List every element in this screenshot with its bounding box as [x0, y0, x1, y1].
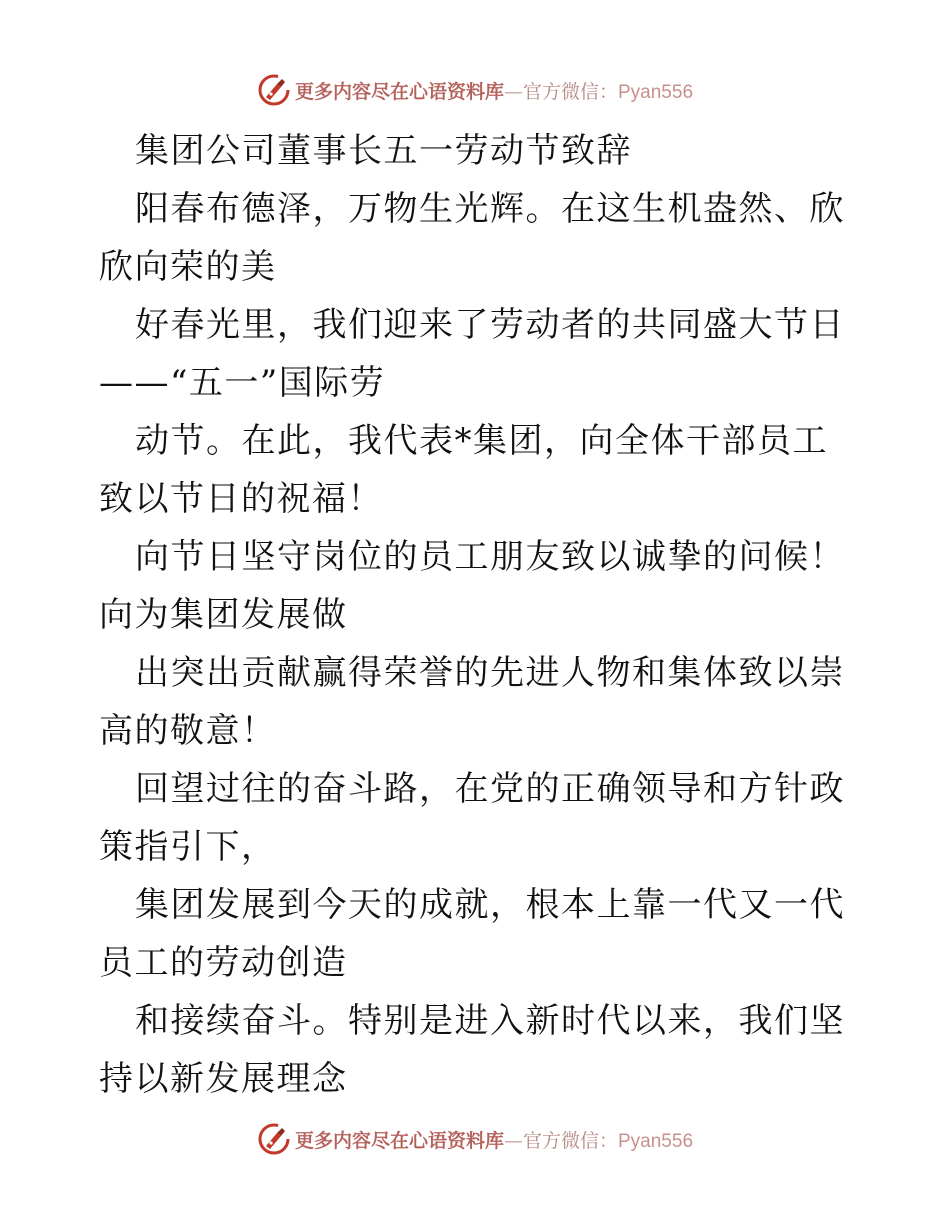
- pen-nib-logo-icon: [257, 1122, 291, 1156]
- paragraph: 好春光里，我们迎来了劳动者的共同盛大节日——“五一”国际劳: [99, 305, 845, 403]
- banner-text: [295, 77, 693, 104]
- paragraph: 向节日坚守岗位的员工朋友致以诚挚的问候！向为集团发展做: [99, 537, 845, 635]
- document-title: 集团公司董事长五一劳动节致辞: [135, 131, 632, 171]
- paragraph: 集团发展到今天的成就，根本上靠一代又一代员工的劳动创造: [99, 885, 845, 983]
- header-watermark-banner: [0, 70, 950, 110]
- banner-site-text: 更多内容尽在心语资料库: [294, 1129, 504, 1152]
- paragraph: 出突出贡献赢得荣誉的先进人物和集体致以崇高的敬意！: [99, 653, 845, 751]
- banner-site-text: 更多内容尽在心语资料库: [294, 80, 504, 103]
- banner-wechat-id: Pyan556: [618, 81, 694, 103]
- banner-text: [295, 1126, 693, 1153]
- paragraph: 动节。在此，我代表*集团，向全体干部员工致以节日的祝福！: [99, 421, 828, 519]
- paragraph: 和接续奋斗。特别是进入新时代以来，我们坚持以新发展理念: [99, 1001, 845, 1099]
- paragraph: 阳春布德泽，万物生光辉。在这生机盎然、欣欣向荣的美: [99, 189, 845, 287]
- banner-separator: —: [503, 1129, 523, 1152]
- footer-watermark-banner: [0, 1119, 950, 1159]
- banner-wechat-label: 官方微信：: [522, 80, 618, 103]
- banner-separator: —: [503, 80, 523, 103]
- banner-wechat-label: 官方微信：: [522, 1129, 618, 1152]
- pen-nib-logo-icon: [257, 73, 291, 107]
- document-body: [99, 122, 859, 1108]
- paragraph: 回望过往的奋斗路，在党的正确领导和方针政策指引下，: [99, 769, 845, 867]
- banner-wechat-id: Pyan556: [618, 1130, 694, 1152]
